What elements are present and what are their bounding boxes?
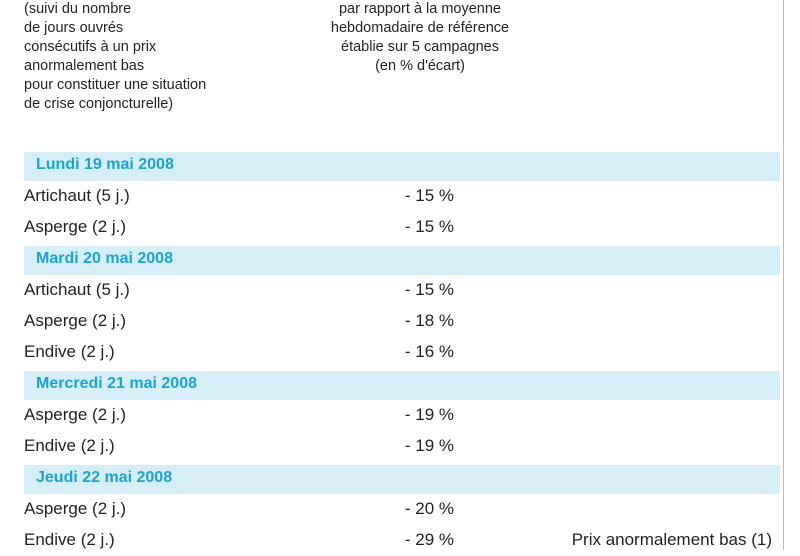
table-row <box>24 494 780 525</box>
product-name: Artichaut (5 j.) <box>24 280 130 299</box>
header-line: hebdomadaire de référence <box>330 20 510 36</box>
section-title: Lundi 19 mai 2008 <box>36 156 174 173</box>
product-name: Asperge (2 j.) <box>24 217 127 236</box>
table-row <box>24 275 780 306</box>
header-line: établie sur 5 campagnes <box>341 39 499 55</box>
deviation-value: - 15 % <box>404 186 454 205</box>
table-row <box>24 181 780 212</box>
deviation-value: - 15 % <box>404 280 454 299</box>
table-row <box>24 431 780 462</box>
date-section-header <box>24 152 780 181</box>
table-row <box>24 400 780 431</box>
table-row <box>24 525 780 556</box>
table-row <box>24 212 780 243</box>
date-section-header <box>24 465 780 494</box>
table-row <box>24 306 780 337</box>
header-line: anormalement bas <box>24 58 145 74</box>
deviation-value: - 29 % <box>404 530 454 549</box>
product-name: Endive (2 j.) <box>24 342 115 361</box>
header-line: de crise conjoncturelle) <box>24 96 174 112</box>
header-line: par rapport à la moyenne <box>338 1 501 17</box>
deviation-value: - 16 % <box>404 342 454 361</box>
section-title: Jeudi 22 mai 2008 <box>36 469 173 486</box>
date-section-header <box>24 246 780 275</box>
deviation-value: - 15 % <box>404 217 454 236</box>
deviation-value: - 19 % <box>404 405 454 424</box>
section-title: Mardi 20 mai 2008 <box>36 250 173 267</box>
deviation-value: - 20 % <box>404 499 454 518</box>
product-name: Endive (2 j.) <box>24 436 115 455</box>
header-product-column <box>24 0 269 114</box>
product-name: Artichaut (5 j.) <box>24 186 130 205</box>
product-name: Asperge (2 j.) <box>24 499 127 518</box>
product-name: Endive (2 j.) <box>24 530 115 549</box>
table-row <box>24 337 780 368</box>
header-line: de jours ouvrés <box>24 20 124 36</box>
header-line: (suivi du nombre <box>24 1 132 17</box>
deviation-value: - 19 % <box>404 436 454 455</box>
table-right-border <box>783 0 784 550</box>
header-line: (en % d'écart) <box>375 58 465 74</box>
header-deviation-column <box>270 0 570 76</box>
product-name: Asperge (2 j.) <box>24 405 127 424</box>
product-name: Asperge (2 j.) <box>24 311 127 330</box>
date-section-header <box>24 371 780 400</box>
deviation-value: - 18 % <box>404 311 454 330</box>
section-title: Mercredi 21 mai 2008 <box>36 375 197 392</box>
header-line: pour constituer une situation <box>24 77 207 93</box>
qualification: Prix anormalement bas (1) <box>571 530 772 549</box>
header-line: consécutifs à un prix <box>24 39 157 55</box>
